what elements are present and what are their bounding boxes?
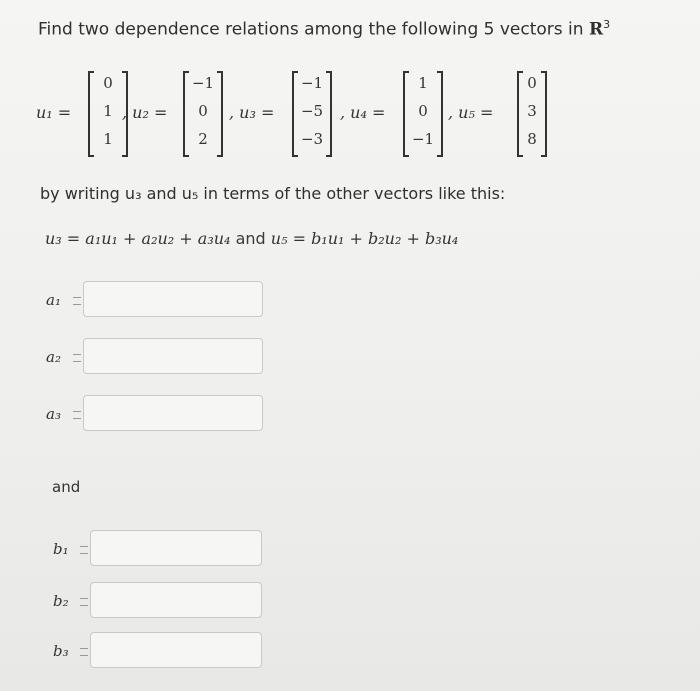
vector-entry: 0 — [527, 74, 537, 92]
coefficient-label-b1: b₁ — [53, 540, 69, 558]
equation-u3: u₃ = a₁u₁ + a₂u₂ + a₃u₄ — [45, 229, 231, 248]
vector-definitions — [0, 62, 700, 162]
equals-sign — [73, 354, 81, 362]
equals-sign — [80, 648, 88, 656]
vector-label-u4: , u₄ = — [340, 103, 386, 122]
vector-entry: 1 — [103, 130, 113, 148]
vector-entry: −5 — [300, 102, 324, 120]
coefficient-row-b2 — [53, 582, 283, 622]
and-separator: and — [52, 478, 81, 496]
equals-sign — [73, 411, 81, 419]
coefficient-row-b3 — [53, 632, 283, 672]
vector-entry: 3 — [527, 102, 537, 120]
vector-label-u2: , u₂ = — [122, 103, 168, 122]
equals-sign — [73, 297, 81, 305]
vector-label-u3: , u₃ = — [229, 103, 275, 122]
coefficient-label-b2: b₂ — [53, 592, 69, 610]
vector-entry: −3 — [300, 130, 324, 148]
b3-input[interactable] — [90, 632, 262, 668]
vector-u5-matrix — [517, 72, 547, 156]
dimension-exponent: 3 — [603, 18, 611, 31]
coefficient-row-b1 — [53, 530, 283, 570]
equation-u5: u₅ = b₁u₁ + b₂u₂ + b₃u₄ — [270, 229, 459, 248]
vector-entry: 2 — [198, 130, 208, 148]
vector-entry: 0 — [198, 102, 208, 120]
vector-entry: −1 — [191, 74, 215, 92]
vector-entry: −1 — [411, 130, 435, 148]
vector-u3-matrix — [292, 72, 332, 156]
vector-entry: 1 — [418, 74, 428, 92]
a2-input[interactable] — [83, 338, 263, 374]
instruction-text: by writing u₃ and u₅ in terms of the other vectors like this: — [40, 184, 506, 203]
b1-input[interactable] — [90, 530, 262, 566]
equals-sign — [80, 546, 88, 554]
vector-label-u5: , u₅ = — [448, 103, 494, 122]
vector-entry: 0 — [418, 102, 428, 120]
prompt-text: Find two dependence relations among the following 5 vectors in — [38, 19, 584, 40]
coefficient-row-a1 — [46, 281, 276, 321]
vector-entry: 8 — [527, 130, 537, 148]
equals-sign — [80, 598, 88, 606]
coefficient-label-a2: a₂ — [46, 348, 61, 366]
coefficient-label-a1: a₁ — [46, 291, 61, 309]
vector-label-u1: u₁ = — [36, 103, 72, 122]
vector-u4-matrix — [403, 72, 443, 156]
b2-input[interactable] — [90, 582, 262, 618]
coefficient-row-a2 — [46, 338, 276, 378]
equation-and: and — [235, 229, 266, 248]
a1-input[interactable] — [83, 281, 263, 317]
vector-entry: −1 — [300, 74, 324, 92]
a3-input[interactable] — [83, 395, 263, 431]
coefficient-label-b3: b₃ — [53, 642, 69, 660]
problem-prompt — [38, 18, 610, 40]
relation-equations — [45, 229, 458, 248]
vector-u2-matrix — [183, 72, 223, 156]
coefficient-label-a3: a₃ — [46, 405, 61, 423]
coefficient-row-a3 — [46, 395, 276, 435]
real-numbers-symbol: R — [588, 19, 604, 40]
vector-entry: 0 — [103, 74, 113, 92]
vector-entry: 1 — [103, 102, 113, 120]
